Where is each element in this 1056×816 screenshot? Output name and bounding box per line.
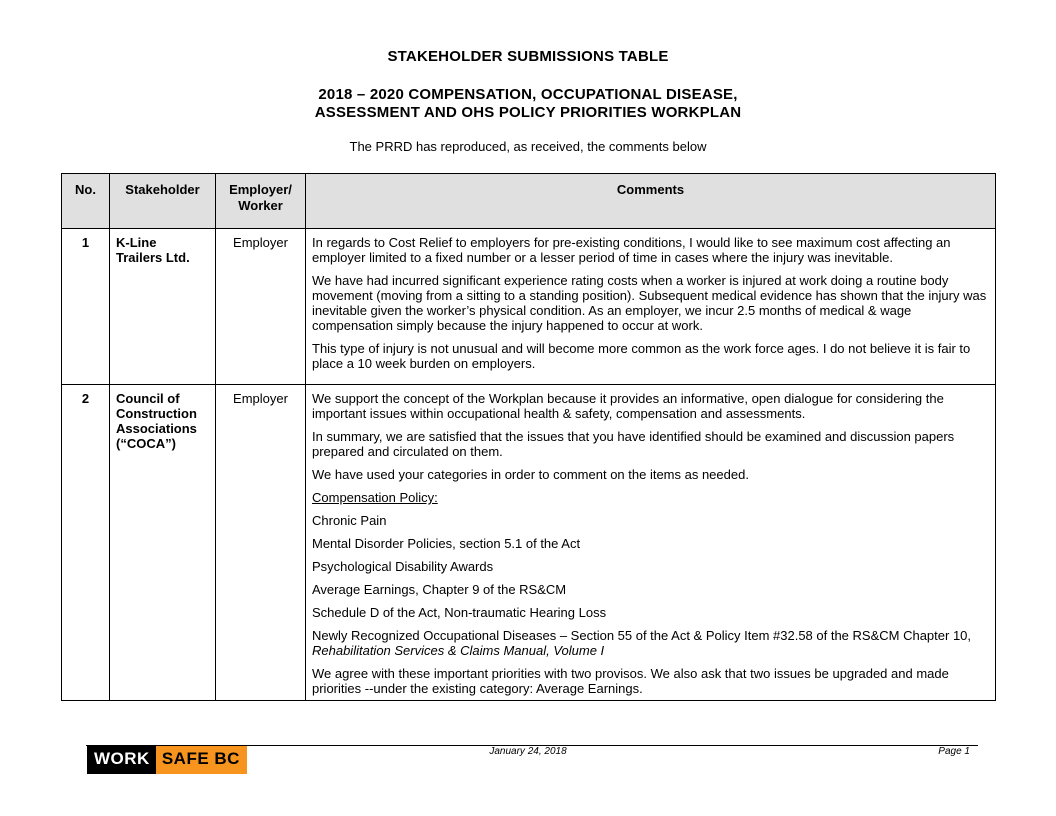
column-header-stakeholder: Stakeholder [110, 174, 216, 229]
column-header-employer-worker [216, 174, 306, 229]
table-row [62, 385, 996, 701]
policy-item: Chronic Pain [312, 513, 387, 528]
policy-item-occupational-diseases [312, 628, 989, 658]
stakeholder-name-line: K-Line [116, 235, 157, 250]
footer-date: January 24, 2018 [489, 746, 567, 757]
stakeholder-name-line: Associations [116, 421, 197, 436]
comment-paragraph: We agree with these important priorities with two provisos. We also ask that two issues be upgraded and made priorities --under the existing category: Average Earnings. [312, 666, 949, 696]
page-subtitle: The PRRD has reproduced, as received, the comments below [349, 139, 707, 154]
stakeholder-type: Employer [216, 229, 306, 385]
comment-paragraph: We have used your categories in order to comment on the items as needed. [312, 467, 749, 482]
stakeholder-name [110, 385, 216, 701]
row-number: 2 [62, 385, 110, 701]
comments-cell [306, 385, 996, 701]
rehabilitation-manual-title: Rehabilitation Services & Claims Manual, Volume I [312, 643, 605, 658]
stakeholder-name-line: (“COCA”) [116, 436, 176, 451]
policy-item: Schedule D of the Act, Non-traumatic Hearing Loss [312, 605, 607, 620]
stakeholder-name-line: Construction [116, 406, 197, 421]
comment-paragraph: We support the concept of the Workplan because it provides an informative, open dialogue for considering the important issues within occupational health & safety, compensation and assessments. [312, 391, 944, 421]
stakeholder-name-line: Trailers Ltd. [116, 250, 190, 265]
comment-paragraph: In regards to Cost Relief to employers for pre-existing conditions, I would like to see maximum cost affecting an employer limited to a fixed number or a lesser period of time in cases where the injury was inevitable. [312, 235, 951, 265]
column-header-no: No. [62, 174, 110, 229]
stakeholder-type: Employer [216, 385, 306, 701]
comment-paragraph: In summary, we are satisfied that the issues that you have identified should be examined and discussion papers prepared and circulated on them. [312, 429, 955, 459]
table-row [62, 229, 996, 385]
occupational-diseases-text: Newly Recognized Occupational Diseases – Section 55 of the Act & Policy Item #32.58 of the RS&CM Chapter 10, [312, 628, 972, 643]
row-number: 1 [62, 229, 110, 385]
workplan-title-line-1: 2018 – 2020 COMPENSATION, OCCUPATIONAL DISEASE, [318, 86, 738, 103]
column-header-comments: Comments [306, 174, 996, 229]
page-title: STAKEHOLDER SUBMISSIONS TABLE [387, 48, 669, 65]
column-header-employer-worker-line-2: Worker [238, 198, 283, 213]
stakeholder-name [110, 229, 216, 385]
logo-safe-bc-text: SAFE BC [156, 746, 247, 774]
stakeholder-name-line: Council of [116, 391, 180, 406]
logo-work-text: WORK [87, 746, 156, 774]
submissions-table [61, 173, 996, 701]
compensation-policy-heading: Compensation Policy: [312, 490, 438, 505]
comment-paragraph: We have had incurred significant experience rating costs when a worker is injured at work doing a routine body movement (moving from a sitting to a standing position). Subsequent medical evidence has shown that the injury was inevitable given the worker’s physical condition. As an employer, we incur 2.5 months of medical & wage compensation simply because the injury happened to occur at work. [312, 273, 987, 333]
page-number: Page 1 [938, 746, 970, 757]
policy-item: Mental Disorder Policies, section 5.1 of the Act [312, 536, 581, 551]
workplan-title-line-2: ASSESSMENT AND OHS POLICY PRIORITIES WORKPLAN [314, 104, 742, 121]
column-header-employer-worker-line-1: Employer/ [229, 182, 292, 197]
policy-item: Average Earnings, Chapter 9 of the RS&CM [312, 582, 567, 597]
table-header-row [62, 174, 996, 229]
comment-paragraph: This type of injury is not unusual and will become more common as the work force ages. I do not believe it is fair to place a 10 week burden on employers. [312, 341, 971, 371]
comments-cell [306, 229, 996, 385]
policy-item: Psychological Disability Awards [312, 559, 494, 574]
